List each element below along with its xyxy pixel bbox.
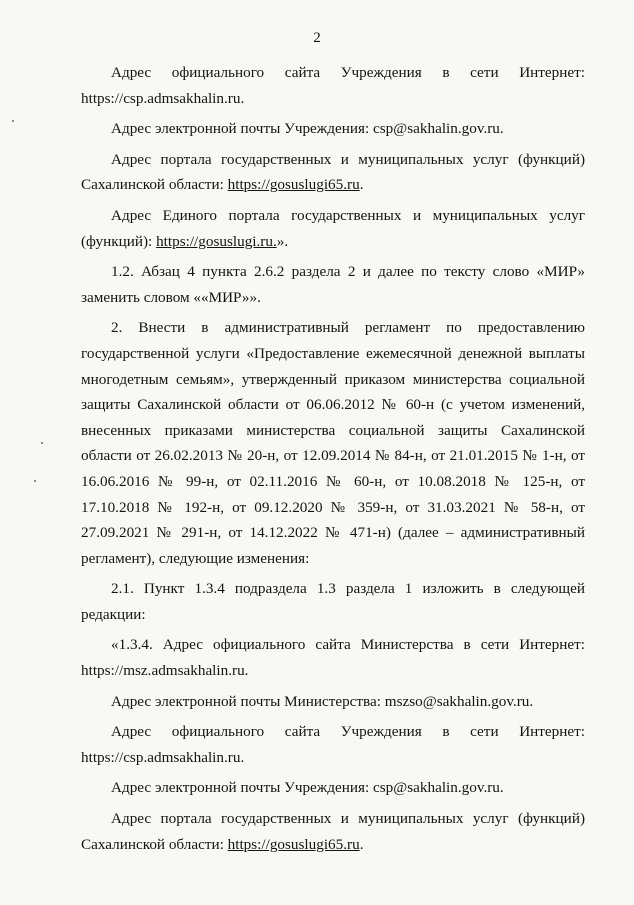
regional-portal-link[interactable]: https://gosuslugi65.ru xyxy=(227,176,360,194)
scan-speck xyxy=(12,120,14,122)
paragraph-regional-portal: Адрес портала государственных и муниципальных услуг (функций) Сахалинской области: https://gosuslugi65.ru. xyxy=(81,150,585,194)
document-body xyxy=(81,60,585,862)
paragraph-2-1: 2.1. Пункт 1.3.4 подраздела 1.3 раздела 1 изложить в следующей редакции: xyxy=(81,580,585,623)
paragraph-2: 2. Внести в административный регламент по предоставлению государственной услуги «Предоставление ежемесячной денежной выплаты многодетным семьям», утвержденный приказом министерства социальной защиты Сахалинской области от 06.06.2012 № 60-н (с учетом изменений, внесенных приказами министерства социальной защиты Сахалинской области от 26.02.2013 № 20-н, от 12.09.2014 № 84-н, от 21.01.2015 № 1-н, от 16.06.2016 № 99-н, от 02.11.2016 № 60-н, от 10.08.2018 № 125-н, от 17.10.2018 № 192-н, от 09.12.2020 № 359-н, от 31.03.2021 № 58-н, от 27.09.2021 № 291-н, от 14.12.2022 № 471-н) (далее – административный регламент), следующие изменения: xyxy=(81,319,585,567)
paragraph-ministry-email: Адрес электронной почты Министерства: mszso@sakhalin.gov.ru. xyxy=(111,692,534,710)
paragraph-federal-portal: Адрес Единого портала государственных и муниципальных услуг (функций): https://gosuslugi.ru.». xyxy=(81,206,585,250)
paragraph-1-3-4: «1.3.4. Адрес официального сайта Министерства в сети Интернет: https://msz.admsakhalin.ru. xyxy=(81,636,585,680)
paragraph-csp-site: Адрес официального сайта Учреждения в сети Интернет: https://csp.admsakhalin.ru. xyxy=(81,64,585,107)
federal-portal-link[interactable]: https://gosuslugi.ru. xyxy=(156,232,277,250)
page-number: 2 xyxy=(313,30,321,46)
paragraph-csp-email-2: Адрес электронной почты Учреждения: csp@sakhalin.gov.ru. xyxy=(111,779,504,797)
paragraph-csp-email: Адрес электронной почты Учреждения: csp@sakhalin.gov.ru. xyxy=(111,120,504,138)
paragraph-csp-site-2: Адрес официального сайта Учреждения в сети Интернет: https://csp.admsakhalin.ru. xyxy=(81,723,585,766)
regional-portal-link-2[interactable]: https://gosuslugi65.ru xyxy=(227,835,360,853)
scan-speck xyxy=(34,480,36,482)
paragraph-1-2: 1.2. Абзац 4 пункта 2.6.2 раздела 2 и далее по тексту слово «МИР» заменить словом ««МИР»». xyxy=(81,263,585,306)
paragraph-regional-portal-2: Адрес портала государственных и муниципальных услуг (функций) Сахалинской области: https://gosuslugi65.ru. xyxy=(81,810,585,853)
scan-speck xyxy=(41,442,43,444)
